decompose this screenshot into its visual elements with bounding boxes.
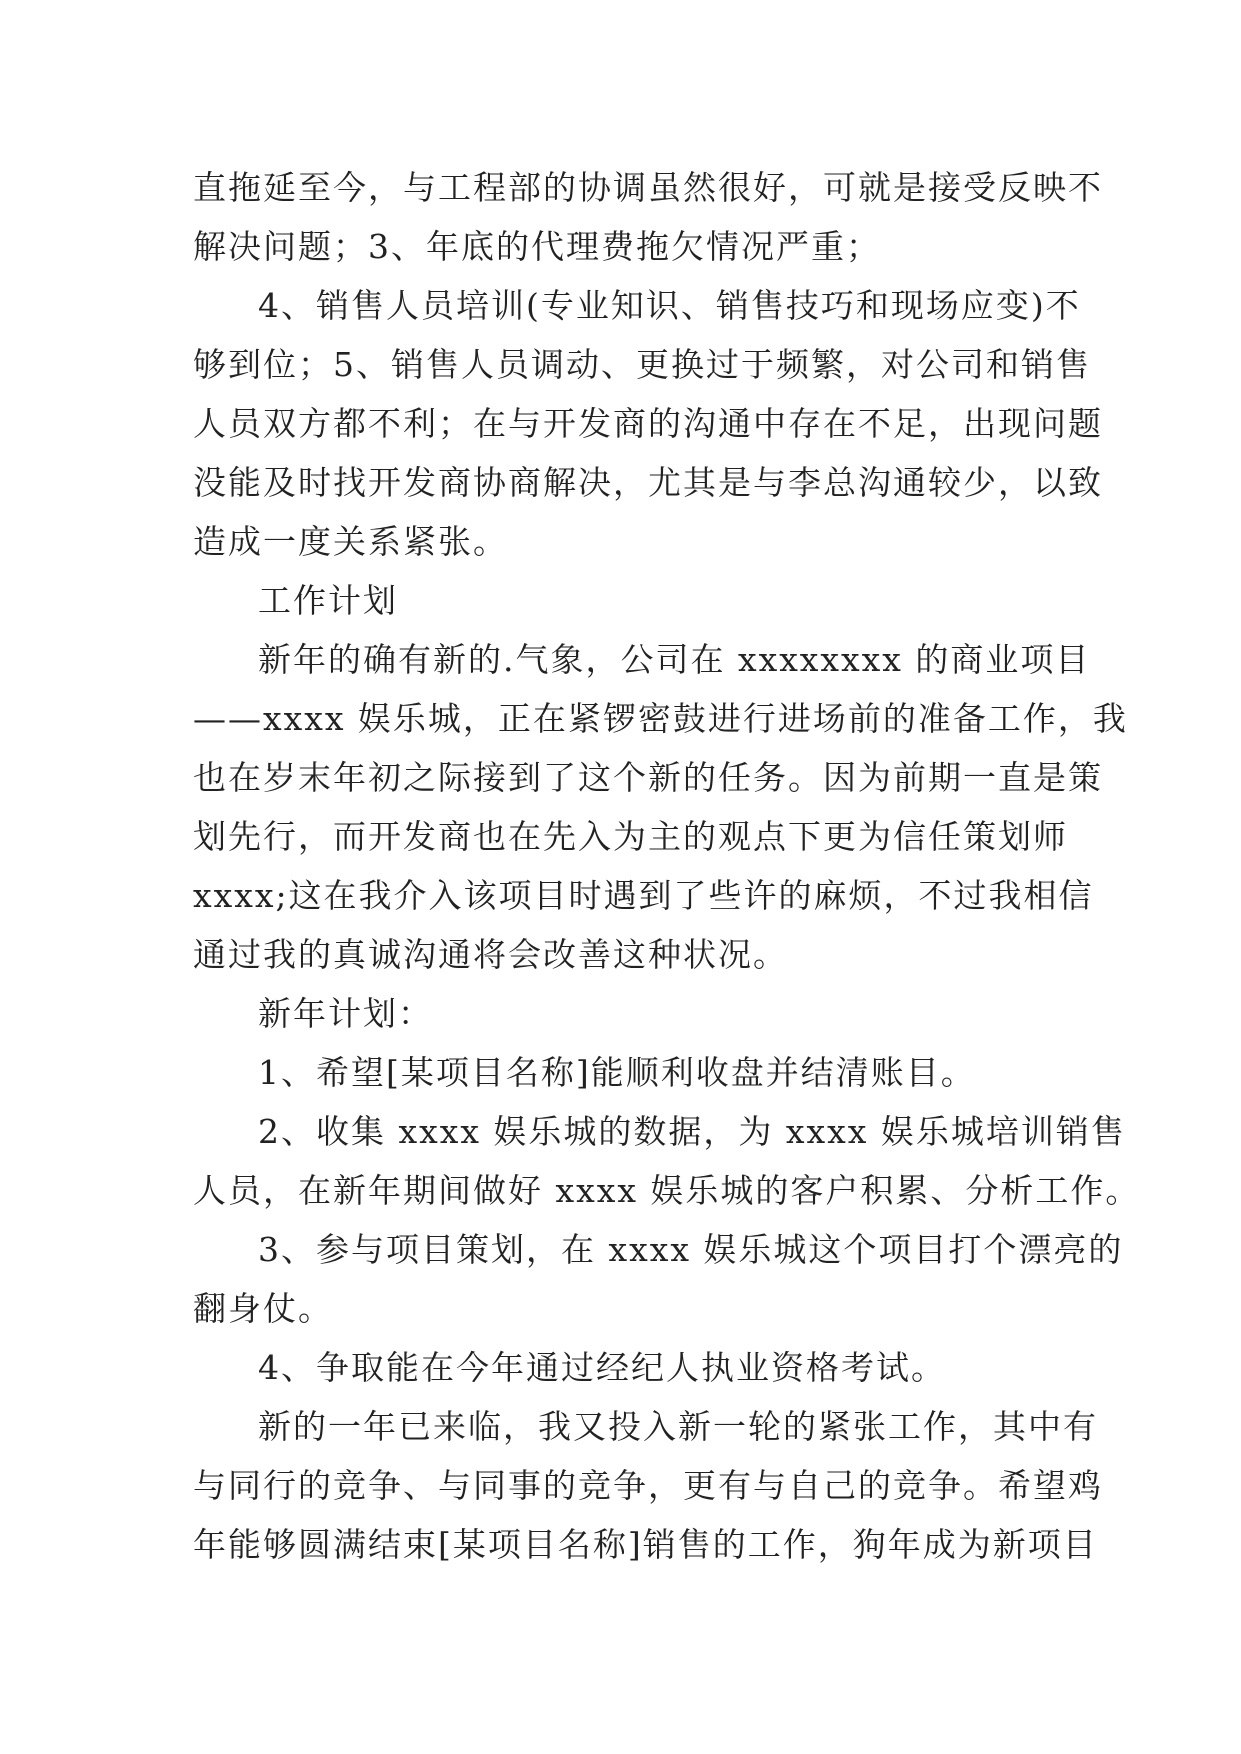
text-line: 没能及时找开发商协商解决，尤其是与李总沟通较少，以致 [193,463,1103,502]
list-item: 3、参与项目策划，在 xxxx 娱乐城这个项目打个漂亮的 [258,1230,1124,1269]
section-heading: 新年计划： [258,994,433,1033]
text-line: 人员双方都不利；在与开发商的沟通中存在不足，出现问题 [193,404,1103,443]
text-line: 造成一度关系紧张。 [193,522,508,561]
text-line: 4、销售人员培训(专业知识、销售技巧和现场应变)不 [258,286,1081,325]
text-line: 年能够圆满结束[某项目名称]销售的工作，狗年成为新项目 [193,1525,1098,1564]
list-item: 1、希望[某项目名称]能顺利收盘并结清账目。 [258,1053,976,1092]
text-line: ——xxxx 娱乐城，正在紧锣密鼓进行进场前的准备工作，我 [193,699,1128,738]
text-line: 够到位；5、销售人员调动、更换过于频繁，对公司和销售 [193,345,1091,384]
text-line: xxxx;这在我介入该项目时遇到了些许的麻烦，不过我相信 [193,876,1094,915]
text-line: 新年的确有新的.气象，公司在 xxxxxxxx 的商业项目 [258,640,1091,679]
text-line: 与同行的竞争、与同事的竞争，更有与自己的竞争。希望鸡 [193,1466,1103,1505]
list-item: 4、争取能在今年通过经纪人执业资格考试。 [258,1348,946,1387]
text-line: 通过我的真诚沟通将会改善这种状况。 [193,935,788,974]
list-item: 2、收集 xxxx 娱乐城的数据，为 xxxx 娱乐城培训销售 [258,1112,1126,1151]
text-line: 人员，在新年期间做好 xxxx 娱乐城的客户积累、分析工作。 [193,1171,1141,1210]
text-line: 划先行，而开发商也在先入为主的观点下更为信任策划师 [193,817,1068,856]
text-line: 翻身仗。 [193,1289,333,1328]
text-line: 新的一年已来临，我又投入新一轮的紧张工作，其中有 [258,1407,1098,1446]
text-line: 解决问题；3、年底的代理费拖欠情况严重； [193,227,881,266]
text-line: 直拖延至今，与工程部的协调虽然很好，可就是接受反映不 [193,168,1103,207]
document-body [193,158,1141,1574]
text-line: 也在岁末年初之际接到了这个新的任务。因为前期一直是策 [193,758,1103,797]
section-heading: 工作计划 [258,581,398,620]
